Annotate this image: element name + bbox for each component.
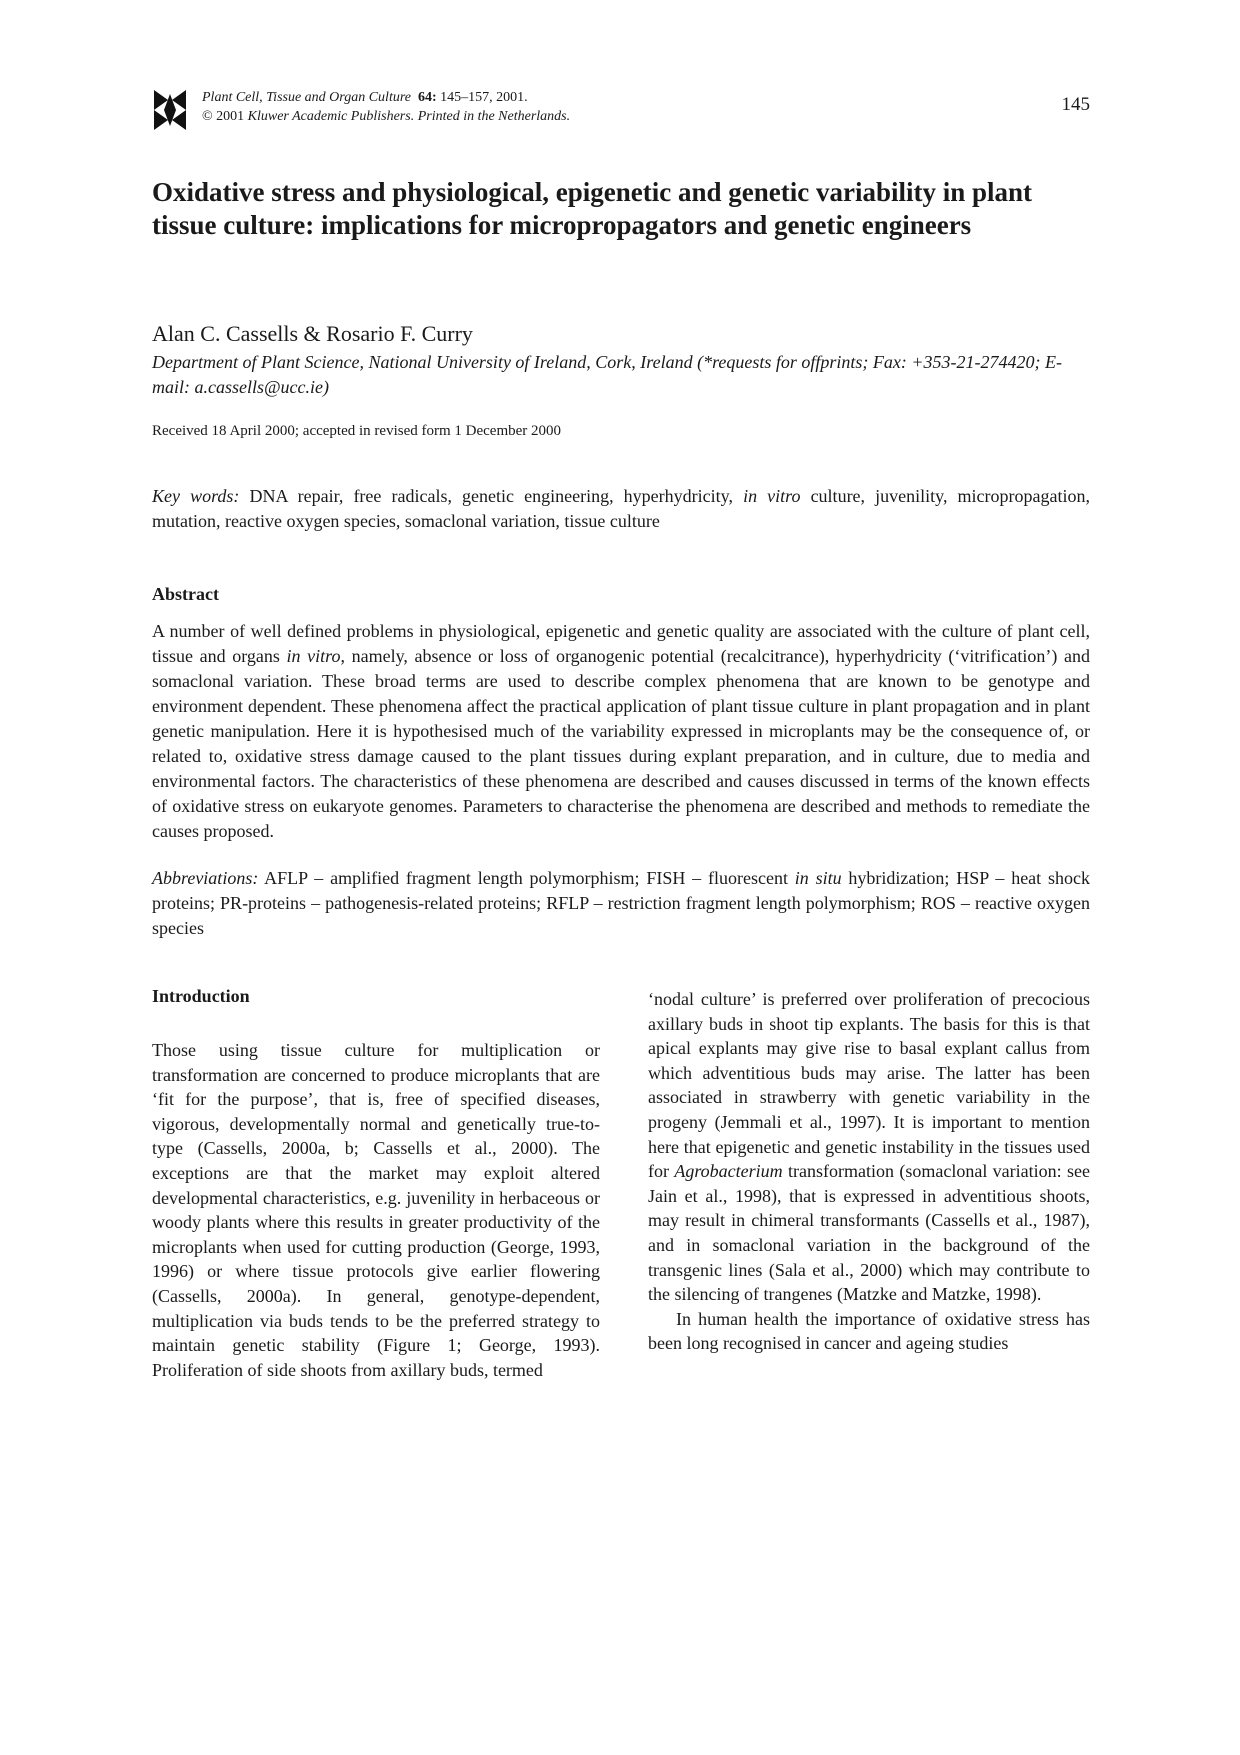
abstract-text [152,619,1090,844]
abbreviations [152,866,1090,941]
journal-pages: 145–157, 2001. [440,90,528,105]
keywords-text-c: culture, juvenility, micropropagation, mutation, reactive oxygen species, somaclonal variation, tissue culture [152,486,1091,531]
abbreviations-text-c: hybridization; HSP – heat shock proteins; PR-proteins – pathogenesis-related proteins; RFLP – restriction fragment length polymorphism; ROS – reactive oxygen species [152,868,1090,938]
introduction-right-para2: In human health the importance of oxidative stress has been long recognised in cancer and ageing studies [648,1308,1090,1354]
abstract-heading: Abstract [152,584,219,604]
keywords-text-a: DNA repair, free radicals, genetic engineering, hyperhydricity, [249,486,744,506]
copyright: © 2001 [202,109,245,124]
keywords-text-italic: in vitro [743,486,801,506]
page-number: 145 [1061,94,1090,115]
keywords-label: Key words: [152,486,240,506]
abstract-text-a: A number of well defined problems in physiological, epigenetic and genetic quality are associated with the culture of plant cell, tissue and organs [152,621,1090,666]
author-affiliation: Department of Plant Science, National University of Ireland, Cork, Ireland (*requests for offprints; Fax: +353-21-274420; E-mail: a.cassells@ucc.ie) [152,352,1063,397]
publisher-logo-icon [152,88,188,132]
right-text-italic: Agrobacterium [674,1161,783,1182]
keywords [152,484,1090,534]
abbreviations-text-a: AFLP – amplified fragment length polymorphism; FISH – fluorescent [258,868,795,888]
abbreviations-text-italic: in situ [794,868,842,888]
introduction-right-column [648,987,1090,1356]
introduction-right-para1 [648,987,1090,1307]
article-authors: Alan C. Cassells & Rosario F. Curry [152,321,473,346]
journal-name: Plant Cell, Tissue and Organ Culture [202,90,411,105]
abstract-text-italic: in vitro [286,646,341,666]
journal-citation [202,88,570,126]
abbreviations-label: Abbreviations: [152,868,259,888]
introduction-left-column: Those using tissue culture for multiplication or transformation are concerned to produce microplants that are ‘fit for the purpose’, that is, free of specified diseases, vigorous, developmentally normal and genetically true-to-type (Cassells, 2000a, b; Cassells et al., 2000). The exceptions are that the market may exploit altered developmental characteristics, e.g. juvenility in herbaceous or woody plants where this results in greater productivity of the microplants when used for cutting production (George, 1993, 1996) or where tissue protocols give earlier flowering (Cassells, 2000a). In general, genotype-dependent, multiplication via buds tends to be the preferred strategy to maintain genetic stability (Figure 1; George, 1993). Proliferation of side shoots from axillary buds, termed [152,1040,600,1380]
journal-volume: 64: [417,90,437,105]
article-title: Oxidative stress and physiological, epigenetic and genetic variability in plant tissue culture: implications for micropropagators and genetic engineers [152,177,1033,240]
right-text-a: ‘nodal culture’ is preferred over proliferation of precocious axillary buds in shoot tip explants. The basis for this is that apical explants may give rise to basal explant callus from which adventitious buds may arise. The latter has been associated in strawberry with genetic variability in the progeny (Jemmali et al., 1997). It is important to mention here that epigenetic and genetic instability in the tissues used for [648,989,1090,1182]
abstract-text-c: , namely, absence or loss of organogenic potential (recalcitrance), hyperhydricity (‘vitrification’) and somaclonal variation. These broad terms are used to describe complex phenomena that are known to be genotype and environment dependent. These phenomena affect the practical application of plant tissue culture in plant propagation and in plant genetic manipulation. Here it is hypothesised much of the variability expressed in microplants may be the consequence of, or related to, oxidative stress damage caused to the plant tissues during explant preparation, and in culture, due to media and environmental factors. The characteristics of these phenomena are described and causes discussed in terms of the known effects of oxidative stress on eukaryote genomes. Parameters to characterise the phenomena are described and methods to remediate the causes proposed. [152,646,1090,841]
publisher: Kluwer Academic Publishers. Printed in the Netherlands. [247,109,571,124]
received-dates: Received 18 April 2000; accepted in revised form 1 December 2000 [152,423,562,439]
page-header [152,86,1090,136]
right-text-c: transformation (somaclonal variation: see Jain et al., 1998), that is expressed in adventitious shoots, may result in chimeral transformants (Cassells et al., 1987), and in somaclonal variation in the background of the transgenic lines (Sala et al., 2000) which may contribute to the silencing of trangenes (Matzke and Matzke, 1998). [648,1161,1090,1305]
introduction-heading: Introduction [152,986,250,1006]
